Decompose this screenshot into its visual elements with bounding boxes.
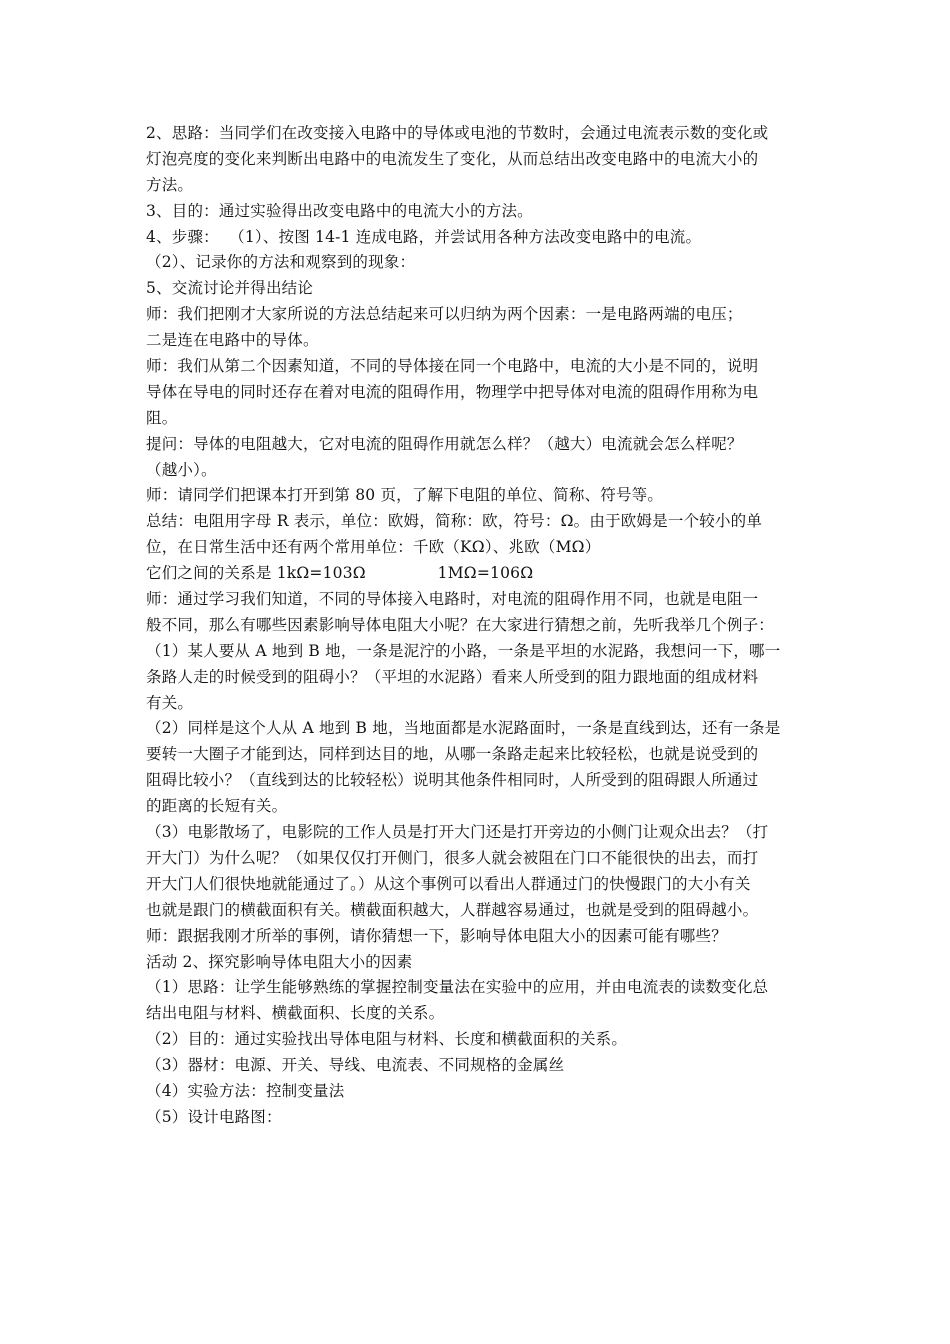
text-line: 它们之间的关系是 1kΩ=103Ω 1MΩ=106Ω (146, 564, 534, 583)
text-line: 有关。 (146, 693, 194, 712)
text-line: 般不同，那么有哪些因素影响导体电阻大小呢？在大家进行猜想之前，先听我举几个例子： (146, 615, 775, 634)
text-line: 要转一大圈子才能到达，同样到达目的地，从哪一条路走起来比较轻松，也就是说受到的 (146, 745, 759, 764)
text-line: 提问：导体的电阻越大，它对电流的阻碍作用就怎么样？（越大）电流就会怎么样呢？ (146, 434, 743, 453)
text-line: 二是连在电路中的导体。 (146, 331, 319, 350)
text-line: 4、步骤： （1）、按图 14-1 连成电路，并尝试用各种方法改变电路中的电流。 (146, 227, 702, 246)
text-line: 师：我们从第二个因素知道，不同的导体接在同一个电路中，电流的大小是不同的，说明 (146, 357, 759, 376)
text-line: 也就是跟门的横截面积有关。横截面积越大，人群越容易通过，也就是受到的阻碍越小。 (146, 900, 759, 919)
text-line: 开大门人们很快地就能通过了。）从这个事例可以看出人群通过门的快慢跟门的大小有关 (146, 874, 751, 893)
text-line: （1）思路：让学生能够熟练的掌握控制变量法在实验中的应用，并由电流表的读数变化总 (146, 978, 769, 997)
text-line: （2）、记录你的方法和观察到的现象： (146, 253, 416, 272)
text-line: 3、目的：通过实验得出改变电路中的电流大小的方法。 (146, 201, 533, 220)
text-line: 条路人走的时候受到的阻碍小？（平坦的水泥路）看来人所受到的阻力跟地面的组成材料 (146, 667, 759, 686)
text-line: （4）实验方法：控制变量法 (146, 1081, 345, 1100)
text-line: （2）同样是这个人从 A 地到 B 地，当地面都是水泥路面时，一条是直线到达，还有一条是 (146, 719, 781, 738)
text-line: 阻碍比较小？（直线到达的比较轻松）说明其他条件相同时，人所受到的阻碍跟人所通过 (146, 771, 759, 790)
text-line: 结出电阻与材料、横截面积、长度的关系。 (146, 1004, 445, 1023)
text-line: 开大门）为什么呢？（如果仅仅打开侧门，很多人就会被阻在门口不能很快的出去，而打 (146, 848, 759, 867)
text-line: 师：请同学们把课本打开到第 80 页，了解下电阻的单位、简称、符号等。 (146, 486, 664, 505)
text-line: 的距离的长短有关。 (146, 797, 288, 816)
text-line: （2）目的：通过实验找出导体电阻与材料、长度和横截面积的关系。 (146, 1030, 628, 1049)
text-line: （5）设计电路图： (146, 1107, 282, 1126)
text-line: 位，在日常生活中还有两个常用单位：千欧（KΩ）、兆欧（MΩ） (146, 538, 601, 557)
text-line: 导体在导电的同时还存在着对电流的阻碍作用，物理学中把导体对电流的阻碍作用称为电 (146, 382, 759, 401)
text-line: 活动 2、探究影响导体电阻大小的因素 (146, 952, 413, 971)
text-line: 阻。 (146, 408, 178, 427)
text-line: 总结：电阻用字母 R 表示，单位：欧姆，简称：欧，符号：Ω。由于欧姆是一个较小的单 (146, 512, 763, 531)
text-line: 方法。 (146, 175, 194, 194)
document-body (146, 121, 811, 1131)
text-line: 师：通过学习我们知道，不同的导体接入电路时，对电流的阻碍作用不同，也就是电阻一 (146, 590, 759, 609)
text-line: （3）电影散场了，电影院的工作人员是打开大门还是打开旁边的小侧门让观众出去？（打 (146, 823, 769, 842)
text-line: 5、交流讨论并得出结论 (146, 279, 314, 298)
text-line: （越小）。 (146, 460, 217, 479)
text-line: （1）某人要从 A 地到 B 地，一条是泥泞的小路，一条是平坦的水泥路，我想问一下，哪一 (146, 641, 781, 660)
text-line: （3）器材：电源、开关、导线、电流表、不同规格的金属丝 (146, 1056, 565, 1075)
text-line: 2、思路：当同学们在改变接入电路中的导体或电池的节数时，会通过电流表示数的变化或 (146, 124, 769, 142)
text-line: 师：我们把刚才大家所说的方法总结起来可以归纳为两个因素：一是电路两端的电压； (146, 305, 743, 324)
text-line: 灯泡亮度的变化来判断出电路中的电流发生了变化，从而总结出改变电路中的电流大小的 (146, 149, 759, 168)
text-line: 师：跟据我刚才所举的事例，请你猜想一下，影响导体电阻大小的因素可能有哪些？ (146, 926, 727, 945)
